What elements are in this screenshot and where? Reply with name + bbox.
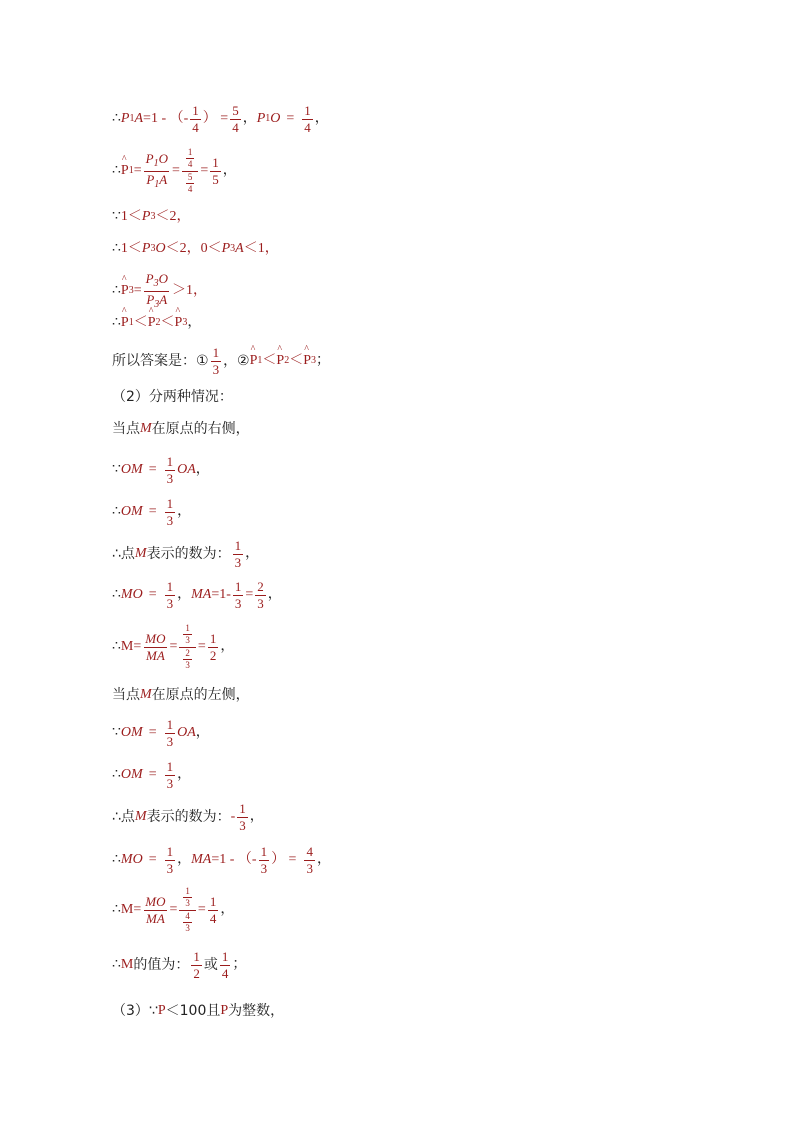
- fraction: [165, 760, 176, 790]
- var-om: OM: [120, 767, 143, 783]
- denominator: 3: [185, 923, 190, 934]
- subscript: 1: [128, 165, 134, 177]
- semicolon: ；: [316, 353, 331, 369]
- case-text: 在原点的左侧，: [151, 687, 250, 703]
- therefore-symbol: ∴: [112, 639, 121, 655]
- comma: ，: [177, 767, 192, 783]
- denominator: 4: [187, 159, 193, 170]
- denominator: 2: [209, 647, 217, 663]
- equals: =: [148, 587, 157, 603]
- therefore-symbol: ∴: [112, 111, 121, 127]
- equals: =: [171, 163, 180, 179]
- var-p-hat: ^ P: [175, 316, 183, 330]
- numerator: 2: [185, 647, 190, 658]
- fraction: [211, 346, 222, 376]
- denominator: 3: [234, 554, 242, 570]
- var-o: O: [270, 111, 281, 127]
- because-symbol: ∵: [112, 462, 121, 478]
- complex-fraction: [182, 148, 199, 195]
- numerator: MO: [145, 631, 166, 647]
- denominator: MA: [146, 647, 165, 663]
- therefore-symbol: ∴: [112, 957, 121, 973]
- fraction: [255, 580, 266, 610]
- equals: =: [169, 639, 178, 655]
- comma: ，: [220, 639, 235, 655]
- fraction: [144, 152, 170, 190]
- var-p-hat: ^ P: [121, 284, 129, 298]
- fraction: [165, 455, 176, 485]
- numerator: MO: [145, 894, 166, 910]
- complex-fraction: [179, 887, 196, 934]
- line-18: [112, 802, 264, 832]
- expr-text: =1-: [211, 587, 231, 603]
- expr-text: ＞1，: [171, 283, 207, 298]
- comma: ，: [249, 809, 264, 825]
- less-than: ＜: [160, 315, 175, 330]
- fraction: [165, 497, 176, 527]
- denominator: 4: [232, 119, 239, 135]
- text: ∴点: [112, 546, 135, 563]
- equals: =: [133, 163, 142, 179]
- expr-text: 1＜: [120, 209, 142, 224]
- therefore-symbol: ∴: [112, 163, 121, 179]
- text: 为整数，: [228, 1003, 285, 1019]
- var-a: A: [134, 111, 144, 127]
- numerator: 1: [166, 496, 174, 511]
- var-mo: MO: [120, 587, 143, 603]
- minus-sign: -: [251, 852, 257, 868]
- fraction: [237, 802, 248, 832]
- denominator: 3: [185, 898, 190, 909]
- numerator-o: O: [158, 151, 168, 167]
- comma: ，: [245, 546, 260, 562]
- var-a: A: [235, 241, 244, 256]
- var-m: M: [134, 809, 147, 825]
- numerator: 4: [306, 844, 313, 859]
- text: 表示的数为：: [146, 546, 231, 563]
- therefore-symbol: ∴: [112, 283, 121, 298]
- comma: ，: [177, 587, 192, 603]
- line-10: [112, 455, 210, 485]
- numerator: 1: [166, 759, 174, 774]
- numerator: 1: [187, 147, 193, 157]
- minus-sign: -: [230, 809, 236, 825]
- numerator-p: P: [145, 271, 154, 286]
- numerator: 4: [185, 910, 190, 921]
- subscript: 1: [257, 355, 263, 367]
- subscript: 3: [153, 278, 159, 289]
- equals: =: [133, 902, 142, 918]
- comma: ，: [314, 111, 329, 127]
- less-than: ＜: [133, 315, 148, 330]
- because-symbol: ∵: [112, 209, 121, 224]
- line-14: [112, 624, 234, 671]
- expr-text: ＜1，: [243, 241, 279, 256]
- numerator-o: O: [158, 271, 168, 286]
- line-12: [112, 539, 259, 569]
- fraction: [233, 539, 244, 569]
- therefore-symbol: ∴: [112, 902, 121, 918]
- var-p: P: [256, 111, 266, 127]
- line-4: [112, 242, 279, 256]
- line-19: [112, 845, 331, 875]
- line-16: [112, 718, 210, 748]
- numerator: 1: [260, 844, 268, 859]
- comma: ，: [177, 852, 192, 868]
- denominator: 3: [185, 660, 190, 671]
- because-symbol: ∵: [112, 725, 121, 741]
- equals: =: [148, 462, 157, 478]
- denominator: 4: [304, 119, 311, 135]
- numerator: 1: [212, 155, 219, 171]
- fraction: [208, 632, 219, 662]
- line-21: [112, 950, 246, 980]
- var-p: P: [120, 111, 130, 127]
- expr-text: =1 - （: [211, 852, 252, 868]
- equals: =: [197, 639, 206, 655]
- line-1: [112, 104, 329, 134]
- var-om: OM: [120, 462, 143, 478]
- numerator: 1: [234, 579, 242, 594]
- line-6: [112, 316, 201, 330]
- var-m: M: [120, 639, 134, 655]
- var-mo: MO: [120, 852, 143, 868]
- subscript: 3: [311, 355, 317, 367]
- var-p-hat: ^ P: [250, 354, 258, 368]
- fraction: [259, 845, 270, 875]
- comma: ，: [242, 111, 257, 127]
- equals: =: [133, 639, 142, 655]
- denominator: 3: [260, 860, 268, 876]
- equals: =: [148, 852, 157, 868]
- subscript: 2: [155, 317, 161, 328]
- less-than: ＜: [262, 353, 277, 369]
- denominator: 4: [209, 910, 217, 926]
- comma: ，: [195, 462, 210, 478]
- equals: =: [148, 725, 157, 741]
- var-p-hat: ^ P: [121, 164, 129, 178]
- line-11: [112, 497, 191, 527]
- equals: =: [197, 902, 206, 918]
- subscript: 3: [154, 298, 160, 310]
- comma: ，: [195, 725, 210, 741]
- denominator-p: P: [146, 291, 155, 307]
- denominator: 3: [234, 595, 242, 611]
- fraction: [220, 950, 231, 980]
- numerator: 1: [212, 345, 220, 360]
- numerator: 1: [209, 631, 217, 647]
- var-p: P: [141, 241, 151, 256]
- numerator: 1: [239, 801, 246, 816]
- var-o: O: [155, 241, 166, 256]
- var-om: OM: [120, 725, 143, 741]
- var-p: P: [220, 1003, 229, 1018]
- subscript: 3: [150, 211, 156, 222]
- var-oa: OA: [177, 462, 196, 478]
- therefore-symbol: ∴: [112, 852, 121, 868]
- expr-text: =1 - （: [143, 111, 184, 127]
- case-text: 当点: [112, 687, 140, 703]
- denominator: 3: [185, 635, 190, 646]
- fraction: [165, 845, 176, 875]
- subscript: 3: [128, 285, 134, 296]
- numerator: 1: [166, 579, 174, 594]
- text: ∴点: [112, 809, 135, 826]
- var-p-hat: ^ P: [148, 316, 156, 330]
- denominator: 3: [166, 860, 174, 876]
- fraction: [230, 104, 241, 134]
- var-p-hat: ^ P: [121, 316, 129, 330]
- denominator: 3: [166, 512, 174, 528]
- var-m: M: [120, 902, 134, 918]
- denominator: 3: [166, 733, 174, 749]
- var-m: M: [134, 546, 147, 562]
- section-heading: （2）分两种情况：: [112, 389, 233, 405]
- denominator: 2: [193, 965, 200, 981]
- line-3: [112, 210, 190, 224]
- line-5: [112, 272, 207, 310]
- line-22: [112, 1004, 284, 1018]
- var-oa: OA: [177, 725, 196, 741]
- comma: ，: [267, 587, 282, 603]
- fraction: [165, 580, 176, 610]
- numerator: 2: [257, 579, 264, 594]
- line-17: [112, 760, 191, 790]
- case-text: 在原点的右侧，: [151, 421, 250, 437]
- therefore-symbol: ∴: [112, 315, 121, 330]
- numerator: 1: [185, 623, 190, 633]
- var-m: M: [120, 957, 134, 973]
- equals: =: [286, 111, 295, 127]
- fraction: [191, 950, 202, 980]
- denominator: 3: [166, 470, 174, 486]
- line-7: [112, 346, 330, 376]
- numerator: 1: [221, 949, 229, 964]
- expr-text: 1＜: [120, 241, 142, 256]
- therefore-symbol: ∴: [112, 587, 121, 603]
- fraction: [302, 104, 313, 134]
- text: ＜100且: [165, 1003, 221, 1019]
- numerator: 1: [166, 717, 174, 732]
- numerator: 1: [209, 894, 217, 910]
- subscript: 3: [182, 317, 188, 328]
- expr-text: ＜2，0＜: [165, 241, 222, 256]
- minus-sign: -: [183, 111, 189, 127]
- denominator: 5: [212, 171, 219, 187]
- equals: =: [133, 283, 142, 298]
- section-heading: （3）∵: [112, 1003, 158, 1019]
- subscript: 2: [284, 355, 290, 367]
- numerator: 1: [166, 844, 174, 859]
- denominator-a: A: [159, 171, 168, 187]
- expr-text: ） =: [202, 111, 229, 127]
- expr-text: ＜2，: [155, 209, 191, 224]
- subscript: 1: [153, 158, 159, 170]
- var-p: P: [141, 209, 151, 224]
- case-text: 当点: [112, 421, 140, 437]
- comma: ，: [316, 852, 331, 868]
- subscript: 1: [265, 113, 271, 125]
- text: 的值为：: [133, 957, 190, 974]
- numerator: 5: [232, 103, 239, 118]
- var-p-hat: ^ P: [276, 354, 284, 368]
- therefore-symbol: ∴: [112, 767, 121, 783]
- fraction: [190, 104, 201, 134]
- denominator: 3: [166, 595, 174, 611]
- var-ma: MA: [191, 587, 212, 603]
- answer-label: ，②: [223, 353, 250, 370]
- numerator: 1: [304, 103, 311, 118]
- fraction: [144, 272, 170, 310]
- comma: ，: [222, 163, 237, 179]
- numerator: 1: [166, 454, 174, 469]
- denominator: 4: [187, 184, 193, 195]
- var-m: M: [140, 687, 152, 702]
- denominator: MA: [146, 910, 165, 926]
- fraction: [143, 895, 167, 925]
- numerator: 1: [193, 949, 200, 964]
- fraction: [210, 156, 221, 186]
- subscript: 1: [128, 317, 134, 328]
- numerator: 1: [185, 886, 190, 896]
- numerator: 1: [192, 103, 199, 118]
- var-ma: MA: [191, 852, 212, 868]
- numerator: 1: [234, 538, 242, 553]
- line-2: [112, 148, 237, 195]
- line-15: [112, 688, 250, 702]
- numerator: 5: [187, 171, 193, 182]
- complex-fraction: [179, 624, 196, 671]
- semicolon: ；: [232, 957, 247, 973]
- denominator: 3: [166, 775, 174, 791]
- fraction: [304, 845, 315, 875]
- var-m: M: [140, 421, 152, 436]
- expr-text: ） =: [271, 852, 297, 868]
- therefore-symbol: ∴: [112, 504, 121, 520]
- numerator-p: P: [145, 151, 154, 167]
- equals: =: [148, 504, 157, 520]
- var-om: OM: [120, 504, 143, 520]
- line-9: [112, 422, 250, 436]
- denominator: 4: [192, 119, 199, 135]
- subscript: 1: [154, 178, 160, 190]
- line-20: [112, 887, 234, 934]
- equals: =: [245, 587, 254, 603]
- or-word: 或: [203, 957, 218, 974]
- fraction: [233, 580, 244, 610]
- fraction: [165, 718, 176, 748]
- text: 表示的数为：: [146, 809, 231, 826]
- subscript: 3: [230, 243, 236, 254]
- denominator: 4: [221, 965, 229, 981]
- denominator: 3: [212, 361, 220, 377]
- line-13: [112, 580, 282, 610]
- subscript: 1: [129, 113, 135, 125]
- comma: ，: [187, 315, 202, 330]
- therefore-symbol: ∴: [112, 241, 121, 256]
- var-p: P: [221, 241, 231, 256]
- comma: ，: [220, 902, 235, 918]
- denominator-a: A: [159, 291, 168, 307]
- fraction: [208, 895, 219, 925]
- answer-label: 所以答案是：①: [112, 353, 209, 370]
- equals: =: [148, 767, 157, 783]
- less-than: ＜: [289, 353, 304, 369]
- denominator: 3: [306, 860, 313, 876]
- var-p-hat: ^ P: [303, 354, 311, 368]
- equals: =: [169, 902, 178, 918]
- denominator: 3: [239, 817, 246, 833]
- line-8: [112, 390, 233, 404]
- fraction: [143, 632, 167, 662]
- denominator: 3: [257, 595, 264, 611]
- subscript: 3: [150, 243, 156, 254]
- equals: =: [200, 163, 209, 179]
- comma: ，: [177, 504, 192, 520]
- var-p: P: [157, 1003, 166, 1018]
- denominator-p: P: [146, 171, 155, 187]
